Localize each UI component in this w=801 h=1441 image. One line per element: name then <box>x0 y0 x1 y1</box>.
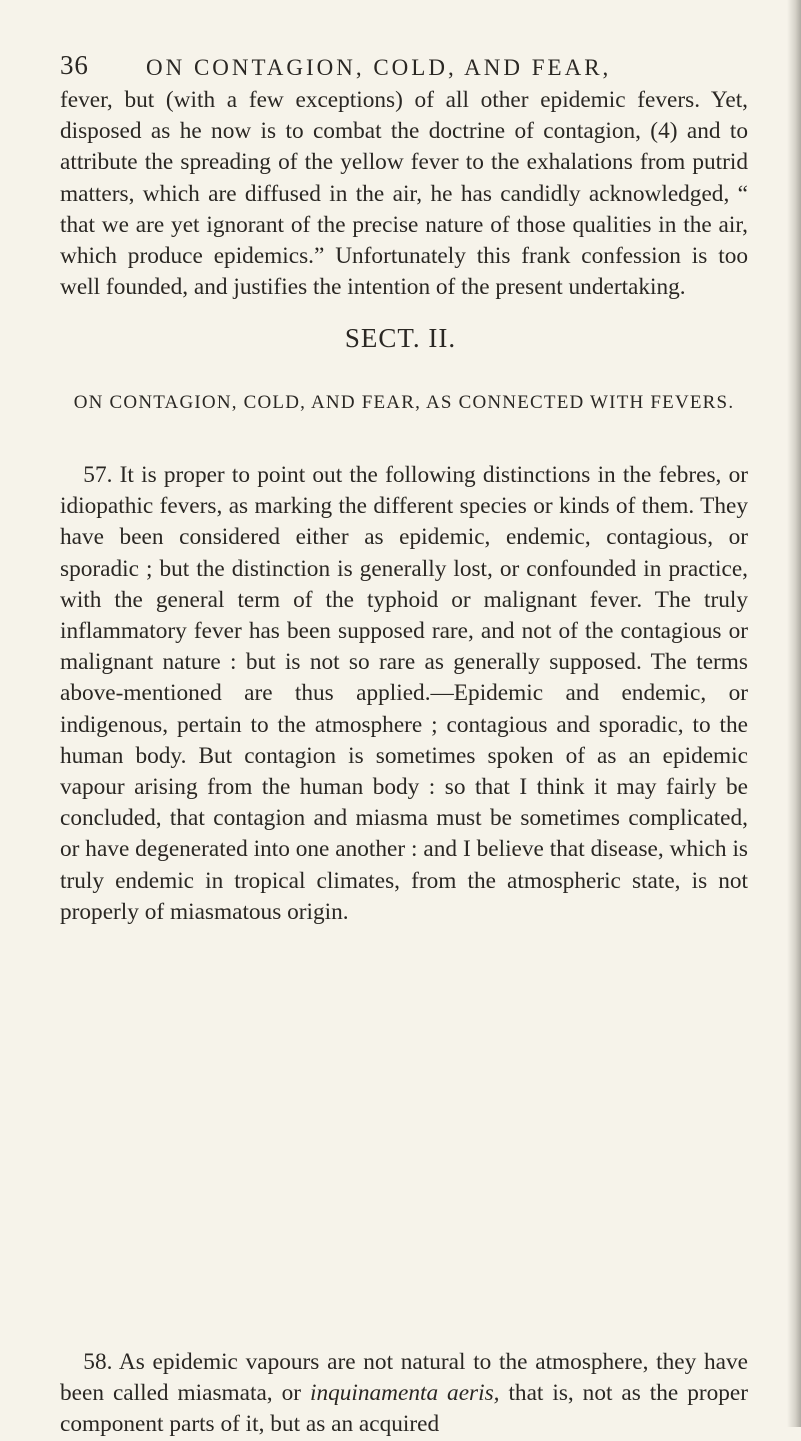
paragraph-57 <box>60 460 748 928</box>
running-header <box>60 50 760 90</box>
paragraph-number: 58. <box>83 1349 113 1375</box>
section-title: SECT. II. <box>344 323 457 353</box>
paragraph-text: It is proper to point out the following distinctions in the febres, or idiopathic fevers, as marking the different species or kinds of them. They have been considered either as epidemic, endemic, contagious, or sporadic ; but the distinction is generally lost, or confounded in practice, with the general term of the typhoid or malignant fever. The truly inflammatory fever has been supposed rare, and not of the contagious or malignant nature : but is not so rare as generally supposed. The terms above-mentioned are thus applied.—Epidemic and endemic, or indigenous, pertain to the atmosphere ; contagious and sporadic, to the human body. But contagion is sometimes spoken of as an epidemic vapour arising from the human body : so that I think it may fairly be concluded, that contagion and miasma must be sometimes complicated, or have degenerated into one another : and I believe that disease, which is truly endemic in tropical climates, from the atmospheric state, is not properly of miasmatous origin. <box>60 462 748 925</box>
section-subtitle: ON CONTAGION, COLD, AND FEAR, AS CONNECTED WITH FEVERS. <box>73 392 735 413</box>
italic-latin-phrase: inquinamenta aeris, <box>309 1380 500 1407</box>
running-title: ON CONTAGION, COLD, AND FEAR, <box>146 55 612 80</box>
paragraph-text-continued: that is, not as the proper component parts of it, but as an acquired <box>60 1380 749 1438</box>
paragraph-text: As epidemic vapours are not natural to the atmosphere, they have been called miasmata, or <box>60 1349 748 1407</box>
page-number: 36 <box>60 50 89 80</box>
paragraph-continued: fever, but (with a few exceptions) of all other epidemic fevers. Yet, disposed as he now is to combat the doctrine of contagion, (4) and to attribute the spreading of the yellow fever to the exhalations from putrid matters, which are diffused in the air, he has candidly acknowledged, “ that we are yet ignorant of the precise nature of those qualities in the air, which produce epidemics.” Unfortunately this frank confession is too well founded, and justifies the intention of the present undertaking. <box>60 87 748 301</box>
paragraph-number: 57. <box>83 462 113 488</box>
page-edge-shadow <box>787 0 801 1427</box>
